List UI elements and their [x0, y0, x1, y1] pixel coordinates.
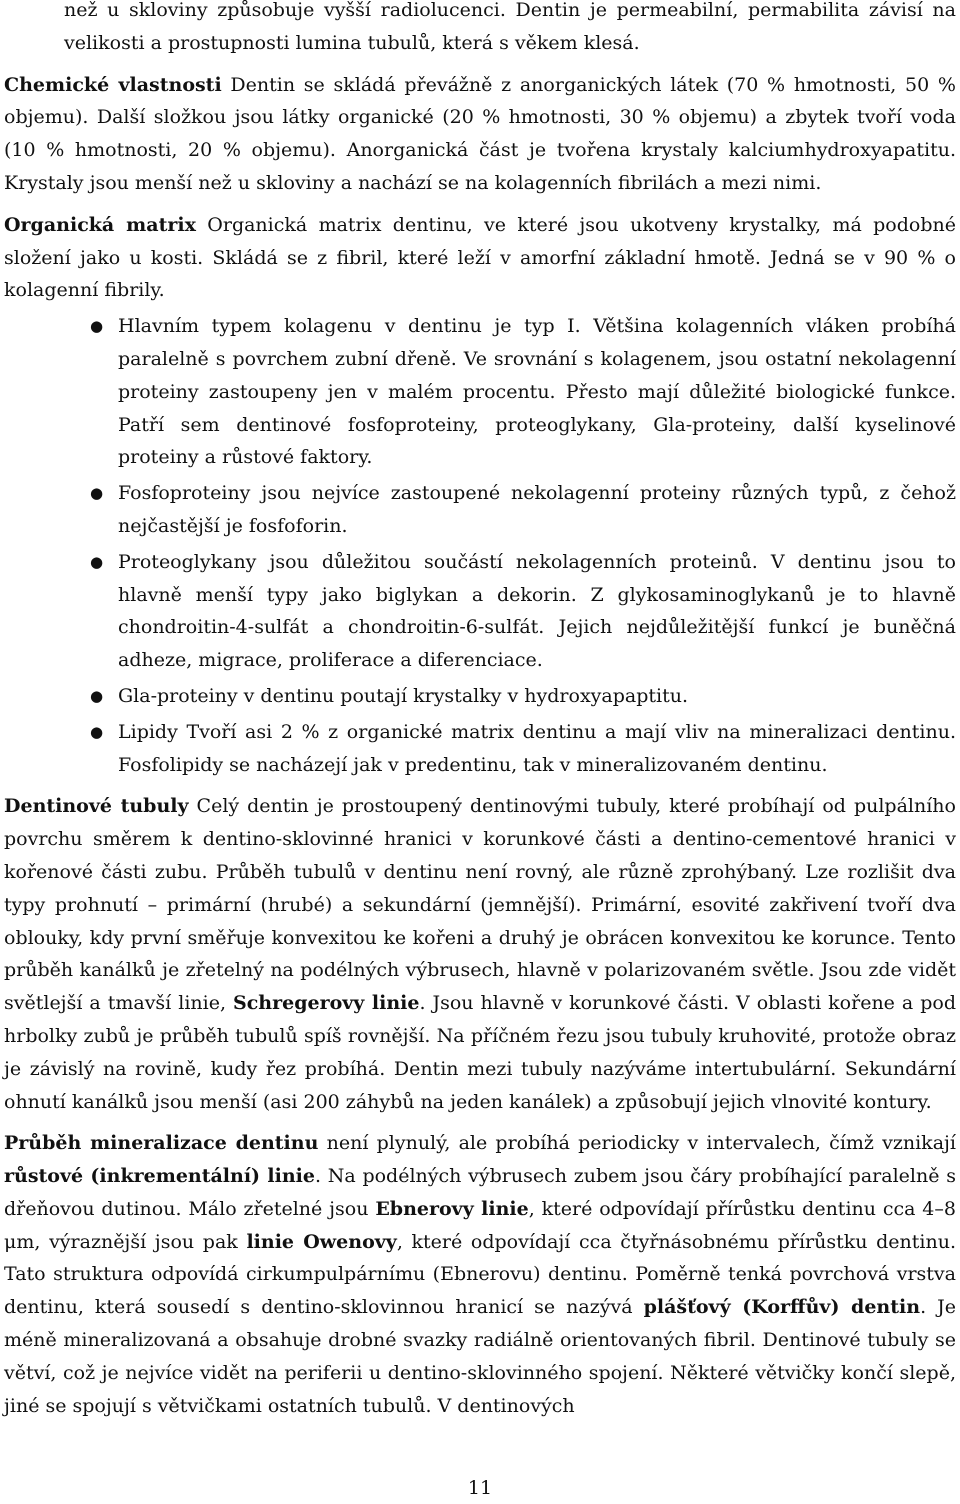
- schreger-lines-term: Schregerovy linie: [233, 992, 420, 1015]
- organic-matrix-list: [4, 310, 956, 781]
- list-item-text: Lipidy Tvoří asi 2 % z organické matrix dentinu a mají vliv na mineralizaci dentinu. Fosfolipidy se nacházejí jak v predentinu, tak v mineralizovaném dentinu.: [118, 720, 956, 776]
- list-item-text: Fosfoproteiny jsou nejvíce zastoupené nekolagenní proteiny různých typů, z čehož nejčastější je fosfoforin.: [118, 482, 956, 537]
- mineralization-text: . Je méně mineralizovaná a obsahuje drobné svazky radiálně orientovaných fibril. Dentinové tubuly se větví, což je nejvíce vidět na periferii u dentino-sklovinného spojení. Některé větvičky končí slepě, jiné se spojují s větvičkami ostatních tubulů. V dentinových: [4, 1296, 956, 1417]
- dentinal-tubules-paragraph: [4, 790, 956, 1118]
- dentinal-tubules-text-continued: . Jsou hlavně v korunkové části. V oblasti kořene a pod hrbolky zubů je průběh tubulů spíš rovnější. Na příčném řezu jsou tubuly kruhovité, protože obraz je závislý na rovině, kudy řez probíhá. Dentin mezi tubuly nazýváme intertubulární. Sekundární ohnutí kanálků jsou menší (asi 200 záhybů na jeden kanálek) a způsobují jejich vlnovité kontury.: [4, 992, 956, 1113]
- mineralization-paragraph: [4, 1127, 956, 1422]
- bullet-icon: ●: [90, 484, 104, 503]
- list-item: [90, 716, 956, 782]
- mineralization-text: , které odpovídají cca čtyřnásobnému přírůstku dentinu. Tato struktura odpovídá cirkumpulpárnímu (Ebnerovu) dentinu. Poměrně tenká povrchová vrstva dentinu, která sousedí s dentino-sklovinnou hranicí se nazývá: [4, 1230, 957, 1319]
- mineralization-text: . Na podélných výbrusech zubem jsou čáry probíhající paralelně s dřeňovou dutinou. Málo zřetelné jsou: [4, 1165, 956, 1220]
- chemical-properties-text: Dentin se skládá převážně z anorganických látek (70 % hmotnosti, 50 % objemu). Další složkou jsou látky organické (20 % hmotnosti, 30 % objemu) a zbytek tvoří voda (10 % hmotnosti, 20 % objemu). Anorganická část je tvořena krystaly kalciumhydroxyapatitu. Krystaly jsou menší než u skloviny a nachází se na kolagenních fibrilách a mezi nimi.: [4, 73, 956, 194]
- bullet-icon: ●: [90, 552, 104, 571]
- chemical-properties-paragraph: [4, 69, 956, 200]
- chemical-properties-heading: Chemické vlastnosti: [4, 73, 222, 96]
- list-item: [90, 477, 956, 543]
- bullet-icon: ●: [90, 686, 104, 705]
- dentinal-tubules-text: Celý dentin je prostoupený dentinovými tubuly, které probíhají od pulpálního povrchu směrem k dentino-sklovinné hranici v korunkové části a dentino-cementové hranici v kořenové části zubu. Průběh tubulů v dentinu není rovný, ale různě zprohýbaný. Lze rozlišit dva typy prohnutí – primární (hrubé) a sekundární (jemnější). Primární, esovité zakřivení tvoří dva oblouky, kdy první směřuje konvexitou ke kořeni a druhý je obrácen konvexitou ke korunce. Tento průběh kanálků je zřetelný na podélných výbrusech, hlavně v polarizovaném světle. Jsou zde vidět světlejší a tmavší linie,: [4, 795, 956, 1015]
- mantle-dentin-term: plášťový (Korffův) dentin: [643, 1296, 921, 1319]
- bullet-icon: ●: [90, 317, 104, 336]
- dentinal-tubules-heading: Dentinové tubuly: [4, 795, 189, 818]
- list-item: [90, 546, 956, 677]
- list-item: [90, 680, 956, 713]
- list-item: [90, 310, 956, 474]
- incremental-lines-term: růstové (inkrementální) linie: [4, 1165, 315, 1188]
- ebner-lines-term: Ebnerovy linie: [375, 1197, 529, 1220]
- page-number: 11: [467, 1477, 493, 1499]
- mineralization-text: není plynulý, ale probíhá periodicky v intervalech, čímž vznikají: [326, 1132, 956, 1155]
- organic-matrix-text: Organická matrix dentinu, ve které jsou ukotveny krystalky, má podobné složení jako u kosti. Skládá se z fibril, které leží v amorfní základní hmotě. Jedná se v 90 % o kolagenní fibrily.: [4, 213, 956, 302]
- list-item-text: Hlavním typem kolagenu v dentinu je typ I. Většina kolagenních vláken probíhá paralelně s povrchem zubní dřeně. Ve srovnání s kolagenem, jsou ostatní nekolagenní proteiny zastoupeny jen v malém procentu. Přesto mají důležité biologické funkce. Patří sem dentinové fosfoproteiny, proteoglykany, Gla-proteiny, další kyselinové proteiny a růstové faktory.: [118, 315, 956, 469]
- organic-matrix-heading: Organická matrix: [4, 213, 196, 236]
- list-item-text: Gla-proteiny v dentinu poutají krystalky v hydroxyapaptitu.: [118, 684, 688, 707]
- organic-matrix-paragraph: [4, 209, 956, 307]
- bullet-icon: ●: [90, 722, 104, 741]
- mineralization-heading: Průběh mineralizace dentinu: [4, 1132, 319, 1155]
- intro-text: než u skloviny způsobuje vyšší radiolucenci. Dentin je permeabilní, permabilita závisí na velikosti a prostupnosti lumina tubulů, která s věkem klesá.: [64, 0, 956, 54]
- owen-lines-term: linie Owenovy: [246, 1230, 397, 1253]
- body-text: [4, 0, 956, 1422]
- mineralization-text: , které odpovídají přírůstku dentinu cca 4–8 μm, výraznější jsou pak: [4, 1197, 956, 1253]
- list-item-text: Proteoglykany jsou důležitou součástí nekolagenních proteinů. V dentinu jsou to hlavně menší typy jako biglykan a dekorin. Z glykosaminoglykanů je to hlavně chondroitin-4-sulfát a chondroitin-6-sulfát. Jejich nejdůležitější funkcí je buněčná adheze, migrace, proliferace a diferenciace.: [118, 550, 956, 672]
- intro-paragraph: [4, 0, 956, 60]
